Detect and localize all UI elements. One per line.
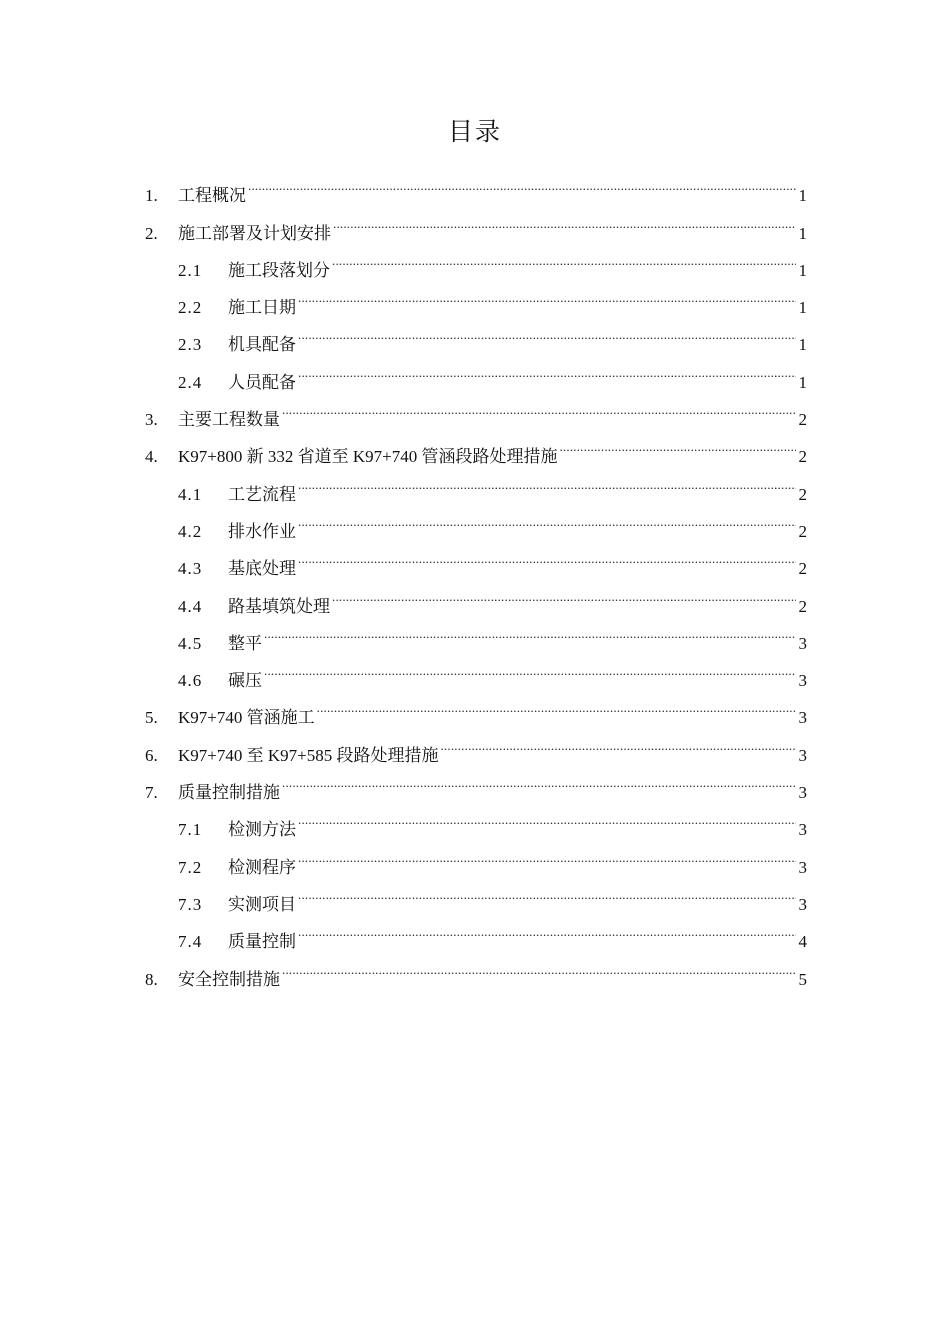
toc-dot-leader xyxy=(298,798,796,835)
toc-entry-page-number: 1 xyxy=(798,260,807,280)
toc-entry-number: 2. xyxy=(145,223,158,243)
toc-entry-number: 4. xyxy=(145,447,158,467)
toc-entry-number: 7. xyxy=(145,783,158,803)
toc-entry-number: 4.2 xyxy=(178,521,203,541)
toc-entry-title: 路基填筑处理 xyxy=(228,596,330,616)
toc-dot-leader xyxy=(298,873,796,910)
toc-entry-title: 工程概况 xyxy=(178,186,246,206)
toc-entry-title: 整平 xyxy=(228,633,262,653)
toc-entry-page-number: 2 xyxy=(798,596,807,616)
toc-entry-number: 4.4 xyxy=(178,596,203,616)
toc-entry-page-number: 1 xyxy=(798,335,807,355)
toc-dot-leader xyxy=(282,388,796,425)
toc-entry-title: 安全控制措施 xyxy=(178,969,280,989)
toc-entry-title: 人员配备 xyxy=(228,372,296,392)
toc-entry-page-number: 3 xyxy=(798,745,807,765)
toc-entry-page-number: 3 xyxy=(798,820,807,840)
toc-entry-number: 4.5 xyxy=(178,633,203,653)
toc-entry-title: 碾压 xyxy=(228,671,262,691)
toc-entry-title: 质量控制措施 xyxy=(178,783,280,803)
toc-entry-page-number: 3 xyxy=(798,633,807,653)
toc-entry-page-number: 2 xyxy=(798,484,807,504)
toc-dot-leader xyxy=(298,835,796,872)
toc-dot-leader xyxy=(264,649,796,686)
toc-entry-page-number: 2 xyxy=(798,559,807,579)
toc-dot-leader xyxy=(298,313,796,350)
toc-entry-number: 7.4 xyxy=(178,932,203,952)
toc-entry-title: 施工部署及计划安排 xyxy=(178,223,331,243)
toc-entry-number: 4.6 xyxy=(178,671,203,691)
toc-dot-leader xyxy=(282,947,796,984)
toc-entry-number: 6. xyxy=(145,745,158,765)
toc-dot-leader xyxy=(333,201,796,238)
toc-entry-page-number: 3 xyxy=(798,671,807,691)
toc-entry-title: K97+740 至 K97+585 段路处理措施 xyxy=(178,745,439,765)
toc-dot-leader xyxy=(298,537,796,574)
toc-dot-leader xyxy=(440,723,796,760)
toc-entry-title: 施工日期 xyxy=(228,298,296,318)
toc-dot-leader xyxy=(298,462,796,499)
toc-entry-number: 4.3 xyxy=(178,559,203,579)
toc-entry-number: 2.3 xyxy=(178,335,203,355)
toc-entry-page-number: 2 xyxy=(798,521,807,541)
toc-entry[interactable] xyxy=(145,164,807,206)
toc-dot-leader xyxy=(317,686,796,723)
toc-entry-title: 施工段落划分 xyxy=(228,260,330,280)
toc-dot-leader xyxy=(248,164,796,201)
toc-dot-leader xyxy=(332,239,796,276)
toc-dot-leader xyxy=(264,612,796,649)
toc-entry-page-number: 1 xyxy=(798,298,807,318)
toc-entry-title: 质量控制 xyxy=(228,932,296,952)
toc-entry-number: 7.3 xyxy=(178,894,203,914)
toc-entry-number: 5. xyxy=(145,708,158,728)
toc-entry-title: 主要工程数量 xyxy=(178,410,280,430)
toc-entry-number: 7.2 xyxy=(178,857,203,877)
toc-entry-title: 检测方法 xyxy=(228,820,296,840)
toc-entry-number: 2.2 xyxy=(178,298,203,318)
toc-entry-page-number: 1 xyxy=(798,223,807,243)
toc-entry-title: K97+740 管涵施工 xyxy=(178,708,315,728)
toc-entry-number: 1. xyxy=(145,186,158,206)
toc-entry-title: 检测程序 xyxy=(228,857,296,877)
toc-dot-leader xyxy=(298,500,796,537)
toc-entry-number: 3. xyxy=(145,410,158,430)
toc-entry-title: 实测项目 xyxy=(228,894,296,914)
toc-entry-page-number: 2 xyxy=(798,447,807,467)
toc-entry-page-number: 3 xyxy=(798,894,807,914)
toc-dot-leader xyxy=(282,761,796,798)
toc-dot-leader xyxy=(298,350,796,387)
toc-dot-leader xyxy=(559,425,796,462)
toc-entry-number: 8. xyxy=(145,969,158,989)
toc-list xyxy=(145,164,807,989)
toc-entry-number: 2.4 xyxy=(178,372,203,392)
toc-entry-page-number: 1 xyxy=(798,372,807,392)
toc-entry-title: K97+800 新 332 省道至 K97+740 管涵段路处理措施 xyxy=(178,447,558,467)
toc-entry-page-number: 3 xyxy=(798,857,807,877)
toc-entry-number: 2.1 xyxy=(178,260,203,280)
toc-entry-page-number: 3 xyxy=(798,783,807,803)
toc-entry-page-number: 2 xyxy=(798,410,807,430)
toc-dot-leader xyxy=(332,574,796,611)
toc-entry-title: 排水作业 xyxy=(228,521,296,541)
toc-entry-title: 机具配备 xyxy=(228,335,296,355)
toc-entry-title: 工艺流程 xyxy=(228,484,296,504)
toc-entry-number: 7.1 xyxy=(178,820,203,840)
toc-dot-leader xyxy=(298,276,796,313)
toc-entry-title: 基底处理 xyxy=(228,559,296,579)
toc-entry-page-number: 5 xyxy=(798,969,807,989)
toc-entry-page-number: 3 xyxy=(798,708,807,728)
toc-entry-number: 4.1 xyxy=(178,484,203,504)
toc-dot-leader xyxy=(298,910,796,947)
toc-entry-page-number: 4 xyxy=(798,932,807,952)
toc-title: 目录 xyxy=(447,119,502,146)
toc-entry-page-number: 1 xyxy=(798,186,807,206)
